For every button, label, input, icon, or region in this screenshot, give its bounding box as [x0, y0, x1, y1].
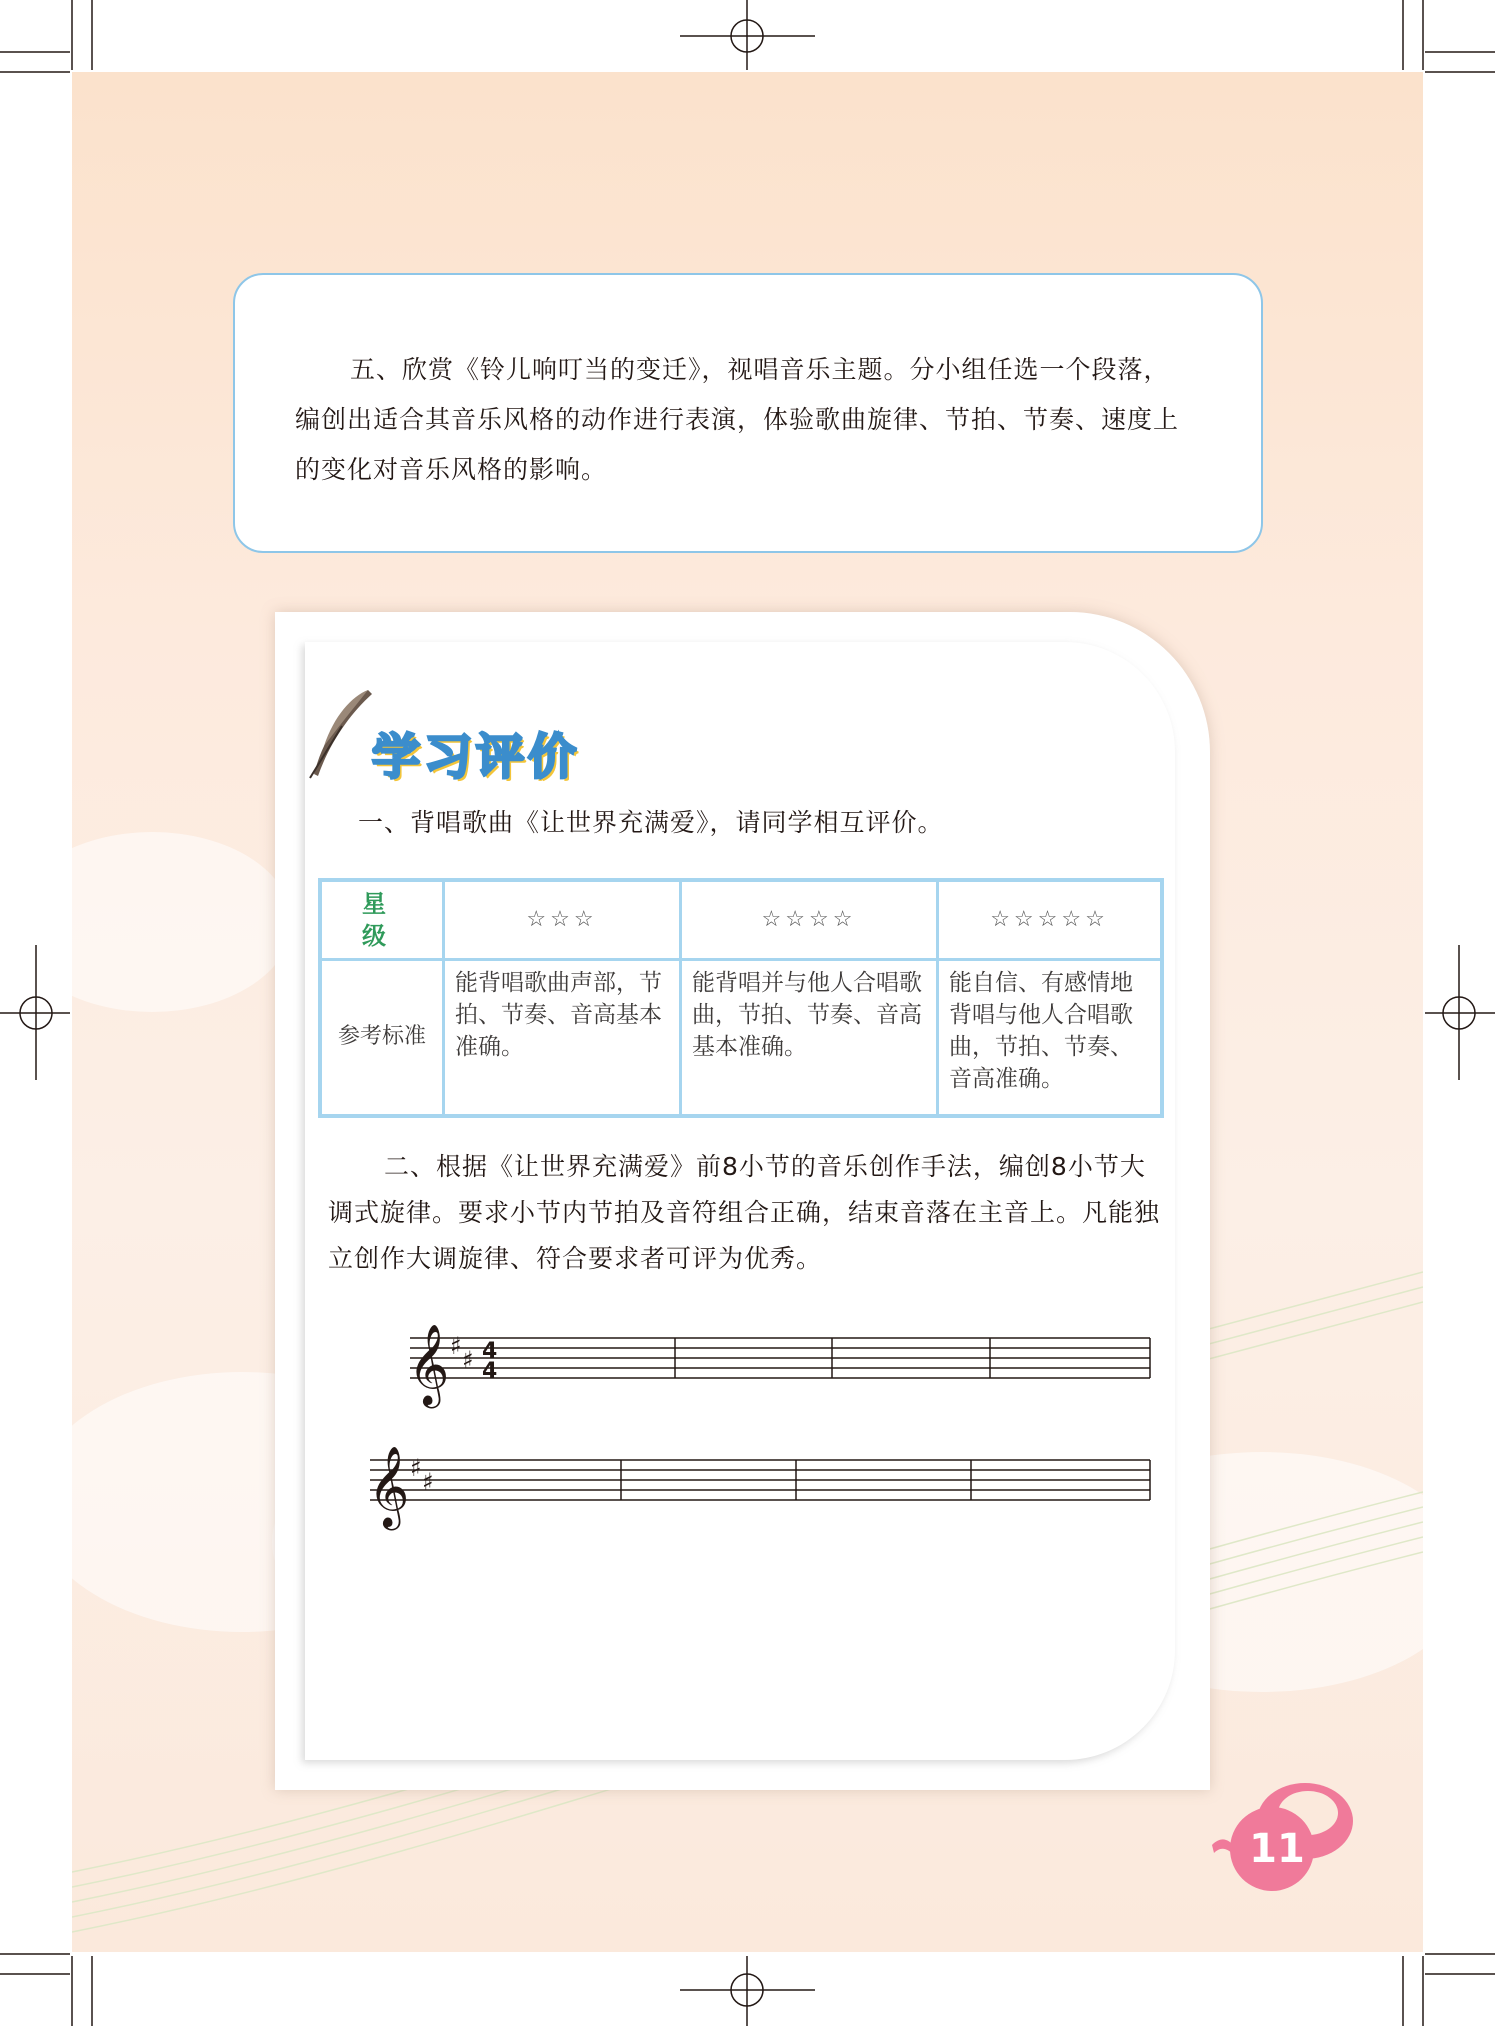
time-signature-bottom: 4 [482, 1359, 498, 1384]
sharp-icon: ♯ [410, 1454, 422, 1482]
criteria-label: 参考标准 [320, 960, 444, 1116]
time-signature-top: 4 [482, 1339, 498, 1364]
sharp-icon: ♯ [462, 1346, 474, 1374]
quill-icon [306, 686, 376, 781]
music-staff-2 [360, 1432, 1160, 1532]
task-box [233, 273, 1263, 553]
sharp-icon: ♯ [450, 1332, 462, 1360]
section-title: 学习评价 [372, 729, 581, 785]
criteria-level-5: 能自信、有感情地背唱与他人合唱歌曲，节拍、节奏、音高准确。 [938, 960, 1163, 1116]
evaluation-item-1: 一、背唱歌曲《让世界充满爱》，请同学相互评价。 [358, 808, 944, 837]
treble-clef-icon: 𝄞 [368, 1445, 410, 1527]
stars-level-5: ☆☆☆☆☆ [938, 880, 1163, 960]
table-row [320, 880, 1162, 960]
treble-clef-icon: 𝄞 [408, 1323, 450, 1405]
page-number: 11 [1249, 1826, 1305, 1872]
evaluation-table [318, 878, 1164, 1118]
task-text: 五、欣赏《铃儿响叮当的变迁》，视唱音乐主题。分小组任选一个段落，编创出适合其音乐风格的动作进行表演，体验歌曲旋律、节拍、节奏、速度上的变化对音乐风格的影响。 [295, 355, 1180, 484]
criteria-level-4: 能背唱并与他人合唱歌曲，节拍、节奏、音高基本准确。 [681, 960, 938, 1116]
criteria-level-3: 能背唱歌曲声部，节拍、节奏、音高基本准确。 [444, 960, 681, 1116]
table-row [320, 960, 1162, 1116]
level-label: 星 级 [320, 880, 444, 960]
music-staff-1 [400, 1310, 1160, 1410]
stars-level-3: ☆☆☆ [444, 880, 681, 960]
sharp-icon: ♯ [422, 1468, 434, 1496]
evaluation-item-2: 二、根据《让世界充满爱》前8小节的音乐创作手法，编创8小节大调式旋律。要求小节内节拍及音符组合正确，结束音落在主音上。凡能独立创作大调旋律、符合要求者可评为优秀。 [328, 1152, 1161, 1273]
stars-level-4: ☆☆☆☆ [681, 880, 938, 960]
